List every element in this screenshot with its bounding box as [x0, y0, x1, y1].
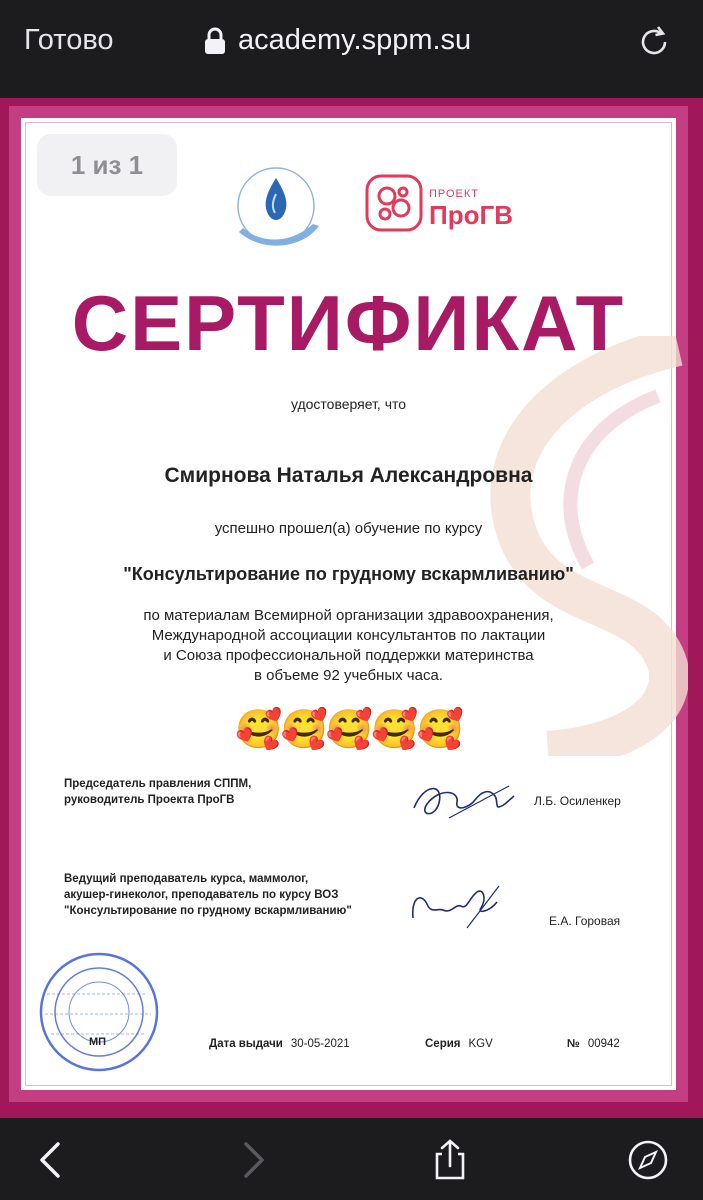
signer2-title: [64, 871, 352, 919]
done-button[interactable]: Готово: [24, 24, 114, 56]
smiling-hearts-emojis: 🥰🥰🥰🥰🥰: [235, 709, 462, 751]
progv-logo: [365, 174, 525, 244]
signer2-title-line: акушер-гинеколог, преподаватель по курсу ВОЗ: [64, 889, 339, 901]
attests-text: удостоверяет, что: [290, 396, 407, 412]
back-arrow-icon[interactable]: [30, 1138, 74, 1182]
address-bar[interactable]: [202, 24, 471, 57]
description-line: по материалам Всемирной организации здравоохранения,: [143, 607, 554, 624]
series-value: KGV: [468, 1038, 493, 1050]
signer1-title-line: руководитель Проекта ПроГВ: [64, 794, 235, 806]
page-indicator: 1 из 1: [37, 134, 177, 196]
recipient-name: Смирнова Наталья Александровна: [164, 464, 533, 487]
share-icon[interactable]: [428, 1138, 472, 1182]
issue-date: [209, 1038, 350, 1050]
description-line: Международной ассоциации консультантов по лактации: [151, 627, 546, 644]
signer1-name: Л.Б. Осиленкер: [534, 794, 621, 808]
stamp-label: МП: [89, 1036, 107, 1048]
course-description: [9, 606, 688, 686]
series: [425, 1038, 493, 1050]
browser-bottom-toolbar: [0, 1118, 703, 1200]
signature1-icon: [409, 778, 519, 822]
reload-icon[interactable]: [636, 24, 672, 60]
signer2-name: Е.А. Горовая: [549, 914, 621, 928]
signer1-title: [64, 776, 251, 808]
number-value: 00942: [587, 1038, 620, 1050]
browser-top-bar: [0, 0, 703, 95]
official-stamp-icon: [27, 944, 197, 1074]
signer2-title-line: "Консультирование по грудному вскармливанию": [64, 905, 352, 917]
passed-text: успешно прошел(а) обучение по курсу: [214, 520, 483, 537]
progv-name: ПроГВ: [429, 200, 513, 230]
certificate-title: СЕРТИФИКАТ: [71, 279, 626, 367]
series-label: Серия: [425, 1038, 461, 1050]
certificate-number: [567, 1038, 620, 1050]
signature2-icon: [407, 878, 507, 938]
issue-date-label: Дата выдачи: [209, 1038, 283, 1050]
lock-icon: [202, 26, 228, 56]
forward-arrow-icon[interactable]: [230, 1138, 274, 1182]
progv-logo-icon: [365, 174, 423, 232]
signer1-title-line: Председатель правления СППМ,: [64, 778, 252, 790]
description-line: в объеме 92 учебных часа.: [254, 667, 443, 684]
url-text: academy.sppm.su: [238, 24, 472, 56]
certificate-page: [9, 106, 688, 1102]
progv-project-label: ПРОЕКТ: [429, 188, 480, 200]
document-viewport[interactable]: [0, 98, 703, 1118]
issue-date-value: 30-05-2021: [290, 1038, 350, 1050]
number-label: №: [567, 1038, 580, 1050]
description-line: и Союза профессиональной поддержки материнства: [163, 647, 534, 664]
signer2-title-line: Ведущий преподаватель курса, маммолог,: [64, 873, 309, 885]
compass-icon[interactable]: [626, 1138, 670, 1182]
course-name: "Консультирование по грудному вскармливанию": [123, 564, 574, 584]
sppm-logo-icon: [221, 166, 331, 256]
